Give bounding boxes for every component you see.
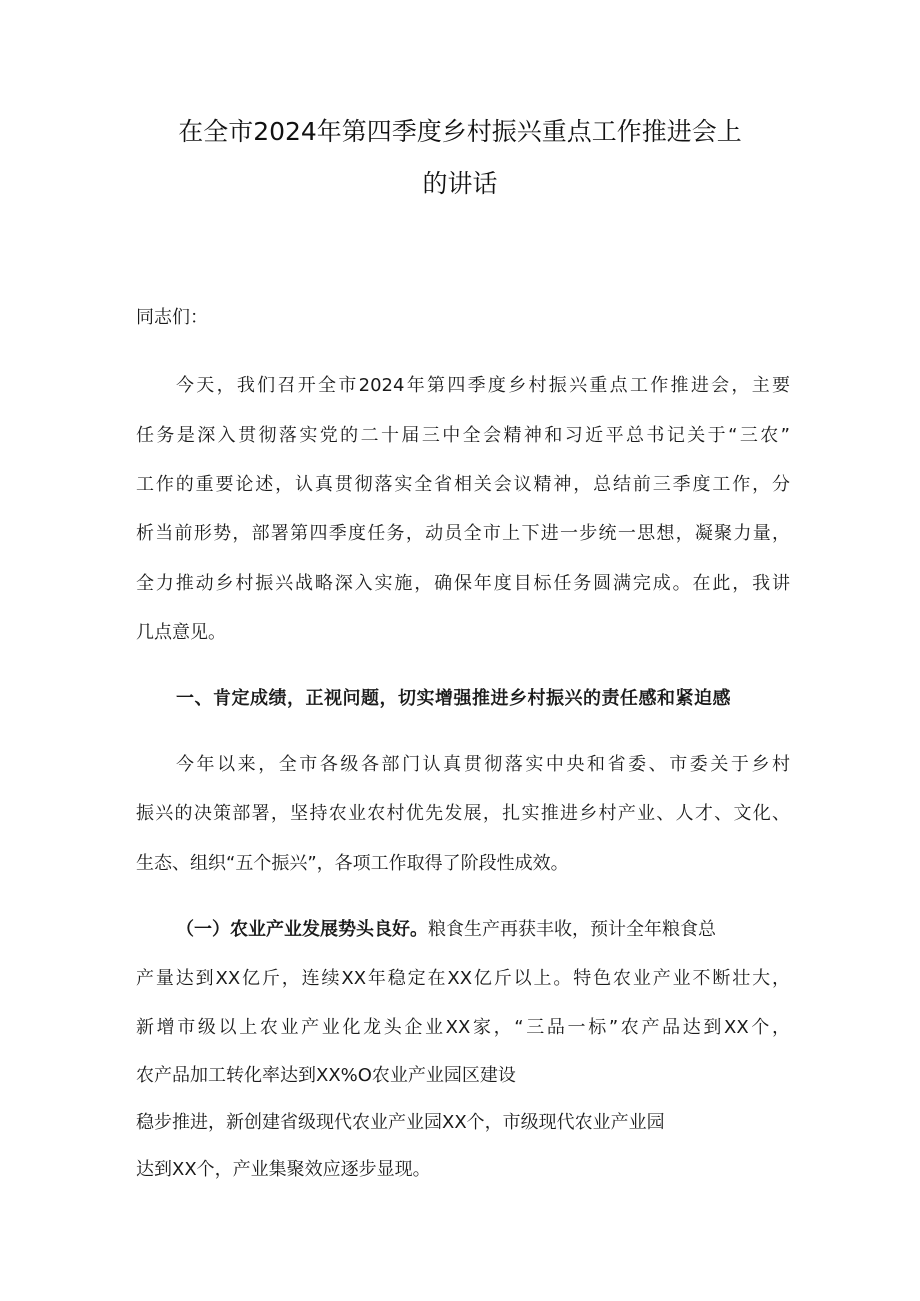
section-1-para-line: 振兴的决策部署，坚持农业农村优先发展，扎实推进乡村产业、人才、文化、 — [136, 803, 790, 824]
section-1-para-line: 今年以来，全市各级各部门认真贯彻落实中央和省委、市委关于乡村 — [176, 754, 790, 775]
subsection-1-line: 产量达到XX亿斤，连续XX年稳定在XX亿斤以上。特色农业产业不断壮大， — [136, 968, 790, 989]
subsection-1-line: 达到XX个，产业集聚效应逐步显现。 — [136, 1159, 431, 1180]
intro-line: 今天，我们召开全市2024年第四季度乡村振兴重点工作推进会，主要 — [176, 375, 790, 396]
intro-line: 析当前形势，部署第四季度任务，动员全市上下进一步统一思想，凝聚力量， — [136, 523, 790, 544]
subsection-1-first-line — [176, 917, 716, 943]
document-title-line-2: 的讲话 — [422, 169, 498, 198]
intro-line: 全力推动乡村振兴战略深入实施，确保年度目标任务圆满完成。在此，我讲 — [136, 573, 790, 594]
document-title-line-1: 在全市2024年第四季度乡村振兴重点工作推进会上 — [178, 117, 742, 146]
intro-line: 几点意见。 — [136, 622, 226, 643]
section-1-para-line: 生态、组织“五个振兴”，各项工作取得了阶段性成效。 — [136, 853, 569, 874]
subsection-1-line: 农产品加工转化率达到XX%O农业产业园区建设 — [136, 1065, 516, 1086]
salutation: 同志们： — [136, 307, 208, 328]
subsection-1-heading: （一）农业产业发展势头良好。 — [176, 919, 428, 940]
subsection-1-text: 粮食生产再获丰收，预计全年粮食总 — [428, 919, 716, 940]
subsection-1-line: 稳步推进，新创建省级现代农业产业园XX个，市级现代农业产业园 — [136, 1112, 665, 1133]
intro-line: 工作的重要论述，认真贯彻落实全省相关会议精神，总结前三季度工作，分 — [136, 474, 790, 495]
intro-line: 任务是深入贯彻落实党的二十届三中全会精神和习近平总书记关于“三农” — [136, 425, 790, 446]
section-1-heading: 一、肯定成绩，正视问题，切实增强推进乡村振兴的责任感和紧迫感 — [176, 688, 731, 709]
subsection-1-line: 新增市级以上农业产业化龙头企业XX家，“三品一标”农产品达到XX个， — [136, 1017, 790, 1038]
